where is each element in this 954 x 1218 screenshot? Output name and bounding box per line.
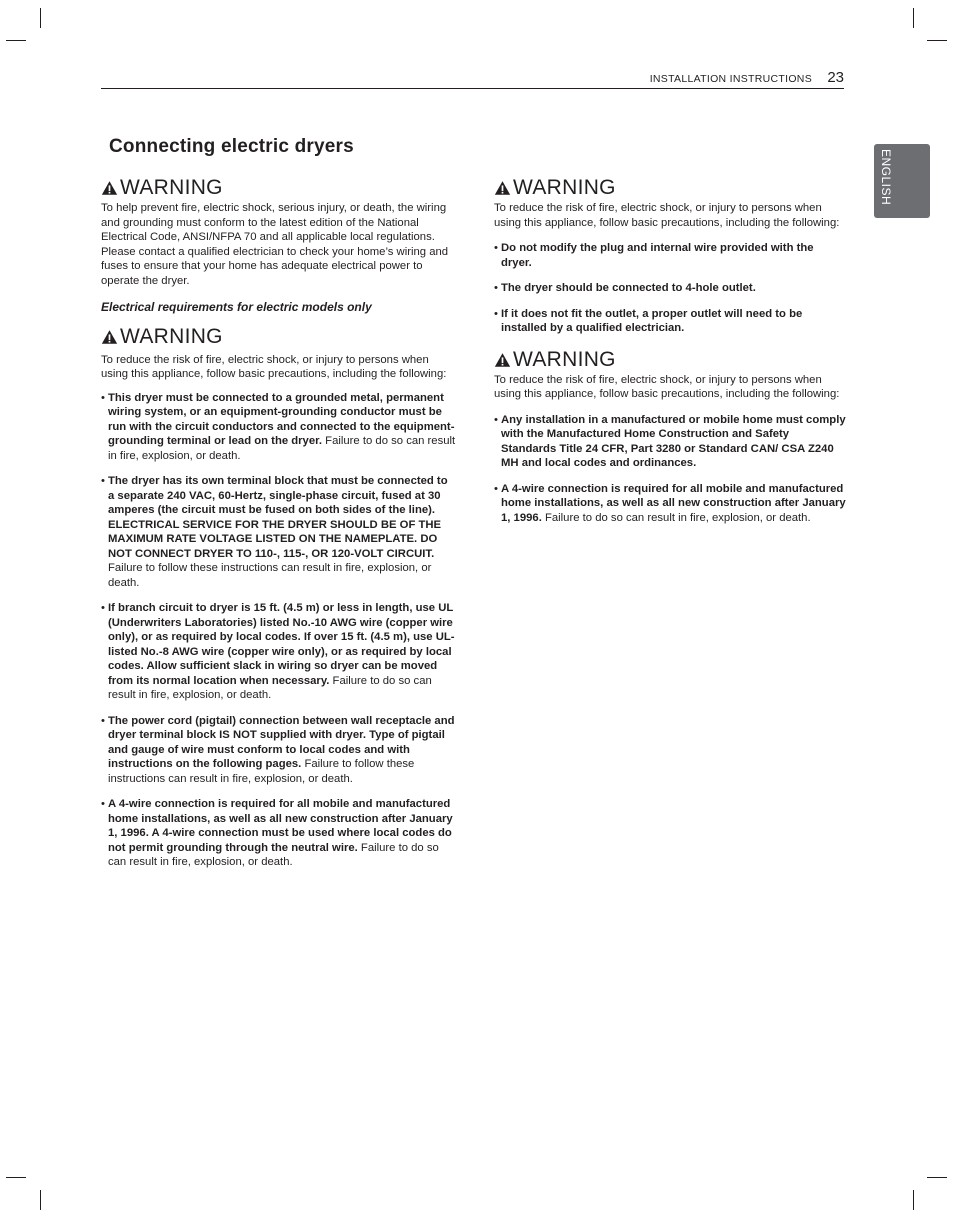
warning-bullet-list (101, 391, 457, 870)
crop-mark (927, 40, 947, 41)
warning-text: To reduce the risk of fire, electric shock, or injury to persons when using this appliance, follow basic precautions, including the following: (494, 202, 840, 229)
warning-triangle-icon (494, 352, 511, 368)
warning-triangle-icon (101, 180, 118, 196)
subheading: Electrical requirements for electric models only (101, 300, 372, 314)
warning-heading (101, 325, 457, 349)
page-title: Connecting electric dryers (109, 136, 354, 157)
warning-text: To help prevent fire, electric shock, serious injury, or death, the wiring and grounding must conform to the latest edition of the National Electrical Code, ANSI/NFPA 70 and all applicable local regulations. Please contact a qualified electrician to check your home’s wiring and fuses to ensure that your home has adequate electrical power to operate the dryer. (101, 202, 449, 287)
warning-heading (494, 348, 846, 372)
crop-mark (927, 1177, 947, 1178)
warning-label: WARNING (120, 176, 223, 199)
list-item: • If it does not fit the outlet, a proper outlet will need to be installed by a qualified electrician. (494, 307, 846, 336)
list-item: • The dryer has its own terminal block that must be connected to a separate 240 VAC, 60-Hertz, single-phase circuit, fused at 30 amperes (the circuit must be fused on both sides of the line). ELECTRICAL SERVICE FOR THE DRYER SHOULD BE OF THE MAXIMUM RATE VOLTAGE LISTED ON THE NAMEPLATE. DO NOT CONNECT DRYER TO 110-, 115-, OR 120-VOLT CIRCUIT. Failure to follow these instructions can result in fire, explosion, or death. (101, 474, 457, 590)
warning-heading (101, 176, 457, 200)
list-item: • Do not modify the plug and internal wire provided with the dryer. (494, 241, 846, 270)
warning-triangle-icon (494, 180, 511, 196)
warning-label: WARNING (120, 324, 223, 348)
list-item: • Any installation in a manufactured or mobile home must comply with the Manufactured Home Construction and Safety Standards Title 24 CFR, Part 3280 or Standard CAN/ CSA Z240 MH and local codes and ordinances. (494, 413, 846, 471)
language-tab (874, 144, 930, 218)
warning-text: To reduce the risk of fire, electric shock, or injury to persons when using this appliance, follow basic precautions, including the following: (494, 373, 840, 400)
crop-mark (6, 1177, 26, 1178)
crop-mark (913, 8, 914, 28)
section-label: INSTALLATION INSTRUCTIONS (649, 73, 812, 85)
warning-triangle-icon (101, 329, 118, 345)
list-item: • If branch circuit to dryer is 15 ft. (4.5 m) or less in length, use UL (Underwriters Laboratories) listed No.-10 AWG wire (copper wire only), or as required by local codes. If over 15 ft. (4.5 m), use UL-listed No.-8 AWG wire (copper wire only), or as required by local codes. Allow sufficient slack in wiring so dryer can be moved from its normal location when necessary. Failure to do so can result in fire, explosion, or death. (101, 601, 457, 703)
warning-bullet-list (494, 241, 846, 336)
right-column (494, 176, 846, 525)
page-number: 23 (827, 69, 844, 86)
warning-text: To reduce the risk of fire, electric shock, or injury to persons when using this appliance, follow basic precautions, including the following: (101, 353, 447, 380)
crop-mark (6, 40, 26, 41)
list-item: • The power cord (pigtail) connection between wall receptacle and dryer terminal block IS NOT supplied with dryer. Type of pigtail and gauge of wire must conform to local codes and with instructions on the following pages. Failure to follow these instructions can result in fire, explosion, or death. (101, 714, 457, 787)
left-column (101, 176, 457, 870)
language-tab-label: ENGLISH (879, 149, 893, 206)
warning-label: WARNING (513, 347, 616, 371)
list-item: • The dryer should be connected to 4-hole outlet. (494, 281, 846, 296)
list-item: • A 4-wire connection is required for all mobile and manufactured home installations, as well as all new construction after January 1, 1996. A 4-wire connection must be used where local codes do not permit grounding through the neutral wire. Failure to do so can result in fire, explosion, or death. (101, 797, 457, 870)
list-item: • A 4-wire connection is required for all mobile and manufactured home installations, as well as all new construction after January 1, 1996. Failure to do so can result in fire, explosion, or death. (494, 482, 846, 526)
crop-mark (40, 8, 41, 28)
warning-bullet-list (494, 413, 846, 526)
crop-mark (40, 1190, 41, 1210)
list-item: • This dryer must be connected to a grounded metal, permanent wiring system, or an equipment-grounding conductor must be run with the circuit conductors and connected to the equipment-grounding terminal or lead on the dryer. Failure to do so can result in fire, explosion, or death. (101, 391, 457, 464)
warning-label: WARNING (513, 176, 616, 199)
warning-heading (494, 176, 846, 200)
crop-mark (913, 1190, 914, 1210)
page-header (101, 70, 844, 89)
